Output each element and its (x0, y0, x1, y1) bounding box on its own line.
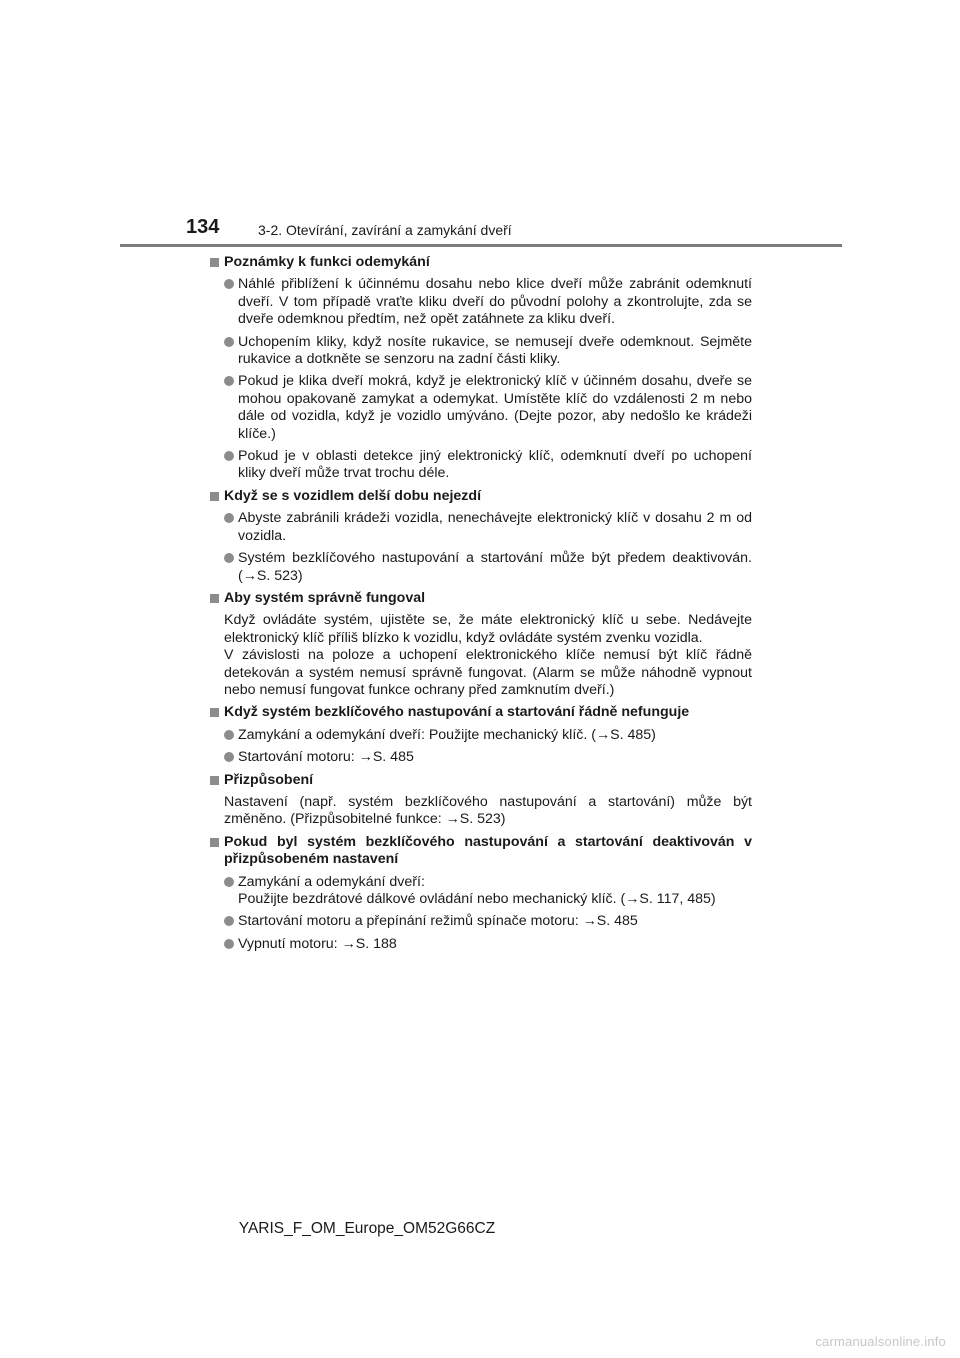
list-item: Zamykání a odemykání dveří: Použijte mechanický klíč. (→S. 485) (209, 727, 752, 744)
circle-bullet-icon (224, 376, 234, 386)
square-bullet-icon (210, 708, 219, 717)
square-bullet-icon (210, 776, 219, 785)
section-proper-operation (209, 590, 752, 699)
section-heading: Přizpůsobení (209, 772, 752, 789)
list-item: Startování motoru: →S. 485 (209, 749, 752, 766)
paragraph-line: V závislosti na poloze a uchopení elektronického klíče nemusí být klíč řádně detekován a systém nemusí správně fungovat. (Alarm se může náhodně vypnout nebo nemusí fungovat funkce ochrany před zamknutím dveří.) (224, 647, 752, 698)
circle-bullet-icon (224, 513, 234, 523)
list-item: Pokud je v oblasti detekce jiný elektronický klíč, odemknutí dveří po uchopení kliky dveří může trvat trochu déle. (209, 448, 752, 483)
list-item: Náhlé přiblížení k účinnému dosahu nebo klice dveří může zabránit odemknutí dveří. V tom případě vraťte kliku dveří do původní polohy a zkontrolujte, zda se dveře odemknou předtím, než opět zatáhnete za kliku dveří. (209, 276, 752, 328)
section-long-parking (209, 488, 752, 585)
circle-bullet-icon (224, 916, 234, 926)
circle-bullet-icon (224, 451, 234, 461)
paragraph (209, 612, 752, 699)
section-title: 3-2. Otevírání, zavírání a zamykání dveří (258, 222, 512, 238)
paragraph-line: Když ovládáte systém, ujistěte se, že máte elektronický klíč u sebe. Nedávejte elektronický klíč příliš blízko k vozidlu, když ovládáte systém zvenku vozidla. (224, 612, 752, 646)
circle-bullet-icon (224, 730, 234, 740)
square-bullet-icon (210, 838, 219, 847)
list-item: Systém bezklíčového nastupování a startování může být předem deaktivován. (→S. 523) (209, 550, 752, 585)
list-item: Pokud je klika dveří mokrá, když je elektronický klíč v účinném dosahu, dveře se mohou opakovaně zamykat a odemykat. Umístěte klíč do vzdálenosti 2 m nebo dále od vozidla, když je vozidlo umýváno. (Dejte pozor, aby nedošlo ke krádeži klíče.) (209, 373, 752, 443)
list-item: Vypnutí motoru: →S. 188 (209, 936, 752, 953)
paragraph: Nastavení (např. systém bezklíčového nastupování a startování) může být změněno. (Přizpůsobitelné funkce: →S. 523) (224, 793, 752, 828)
circle-bullet-icon (224, 337, 234, 347)
square-bullet-icon (210, 594, 219, 603)
document-code: YARIS_F_OM_Europe_OM52G66CZ (238, 1220, 496, 1237)
circle-bullet-icon (224, 939, 234, 949)
section-heading: Poznámky k funkci odemykání (209, 254, 752, 271)
list-item: Startování motoru a přepínání režimů spínače motoru: →S. 485 (209, 913, 752, 930)
circle-bullet-icon (224, 279, 234, 289)
list-item: Zamykání a odemykání dveří: Použijte bezdrátové dálkové ovládání nebo mechanický klíč. (→S. 117, 485) (209, 874, 752, 909)
section-customization (209, 772, 752, 829)
square-bullet-icon (210, 258, 219, 267)
section-deactivated (209, 834, 752, 953)
square-bullet-icon (210, 492, 219, 501)
page-number: 134 (186, 216, 220, 238)
page-content (209, 254, 752, 958)
section-heading: Aby systém správně fungoval (209, 590, 752, 607)
watermark: carmanualsonline.info (815, 1334, 946, 1349)
header-divider (120, 244, 842, 247)
circle-bullet-icon (224, 877, 234, 887)
list-item: Abyste zabránili krádeži vozidla, nenechávejte elektronický klíč v dosahu 2 m od vozidla. (209, 510, 752, 545)
section-malfunction (209, 704, 752, 766)
section-heading: Když systém bezklíčového nastupování a startování řádně nefunguje (209, 704, 752, 721)
section-unlock-notes (209, 254, 752, 483)
list-item: Uchopením kliky, když nosíte rukavice, se nemusejí dveře odemknout. Sejměte rukavice a dotkněte se senzoru na zadní části kliky. (209, 334, 752, 369)
circle-bullet-icon (224, 553, 234, 563)
section-heading: Pokud byl systém bezklíčového nastupování a startování deaktivován v přizpůsobeném nastavení (209, 834, 752, 869)
circle-bullet-icon (224, 752, 234, 762)
section-heading: Když se s vozidlem delší dobu nejezdí (209, 488, 752, 505)
